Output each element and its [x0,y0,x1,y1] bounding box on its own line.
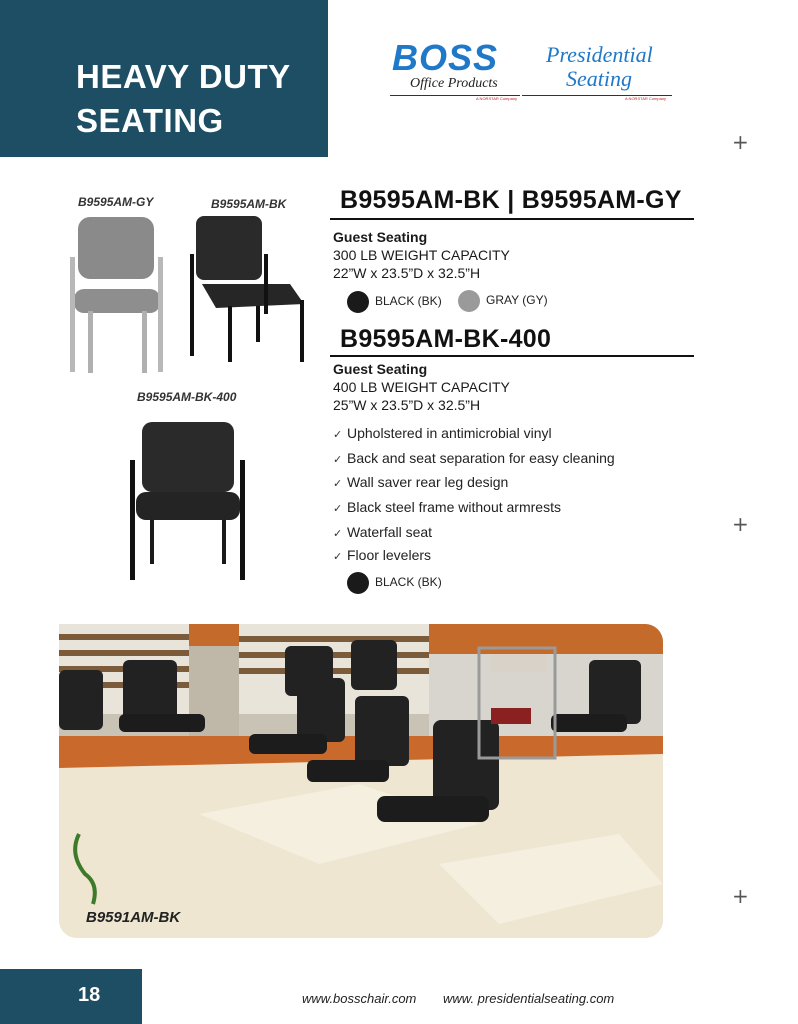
check-icon: ✓ [333,454,343,466]
photo-label: B9591AM-BK [86,909,181,926]
presidential-logo-line2: Seating [566,66,632,91]
presidential-logo-line1: Presidential [546,42,653,67]
waiting-room-photo [59,624,663,938]
crop-mark-icon: + [732,130,749,154]
page-number-box [0,969,142,1024]
product2-color-black: BLACK (BK) [375,575,442,589]
product2-heading: B9595AM-BK-400 [340,325,552,353]
product1-dimensions: 22”W x 23.5”D x 32.5”H [333,265,481,281]
check-icon: ✓ [333,551,343,563]
product1-subtitle: Guest Seating [333,229,428,245]
presidential-seating-logo [522,38,672,100]
boss-logo-subtitle: Office Products [410,76,498,91]
product1-heading: B9595AM-BK | B9595AM-GY [340,186,682,214]
product2-specs [333,360,510,414]
feature-item: ✓ Floor levelers [333,547,432,563]
product1-capacity: 300 LB WEIGHT CAPACITY [333,247,510,263]
feature-item: ✓ Back and seat separation for easy cleaning [333,450,615,466]
footer-link-bosschair[interactable]: www.bosschair.com [302,991,417,1006]
chair-label-400: B9595AM-BK-400 [137,390,237,404]
chair-label-black: B9595AM-BK [211,197,287,211]
boss-logo-text: BOSS [392,37,499,78]
black-swatch [347,572,369,594]
product2-dimensions: 25”W x 23.5”D x 32.5”H [333,397,481,413]
black-chair-image [182,214,312,364]
title-block [0,0,328,157]
page-title-line1: HEAVY DUTY [76,58,291,95]
check-icon: ✓ [333,503,343,515]
feature-item: ✓ Black steel frame without armrests [333,499,561,515]
gray-swatch [458,290,480,312]
footer-link-presidential[interactable]: www. presidentialseating.com [443,991,615,1006]
check-icon: ✓ [333,429,343,441]
chair-label-gray: B9595AM-GY [78,195,154,209]
feature-item: ✓ Upholstered in antimicrobial vinyl [333,425,552,441]
black-swatch [347,291,369,313]
check-icon: ✓ [333,478,343,490]
product1-specs [333,228,510,282]
page-number: 18 [78,984,101,1006]
check-icon: ✓ [333,528,343,540]
gray-chair-image [64,215,170,375]
crop-mark-icon: + [732,884,749,908]
boss-logo-tag: A NORSTAR Company [476,96,518,101]
feature-item: ✓ Waterfall seat [333,524,433,540]
product2-rule [330,355,694,357]
boss-logo [390,38,520,100]
black-chair-400-image [126,420,250,582]
product2-capacity: 400 LB WEIGHT CAPACITY [333,379,510,395]
product1-color-gray: GRAY (GY) [486,293,548,307]
feature-item: ✓ Wall saver rear leg design [333,474,509,490]
waiting-room-scene [59,624,663,938]
page-title-line2: SEATING [76,102,224,139]
product2-subtitle: Guest Seating [333,361,428,377]
product1-color-black: BLACK (BK) [375,294,442,308]
crop-mark-icon: + [732,512,749,536]
presidential-logo-tag: A NORSTAR Company [625,96,667,101]
product1-rule [330,218,694,220]
